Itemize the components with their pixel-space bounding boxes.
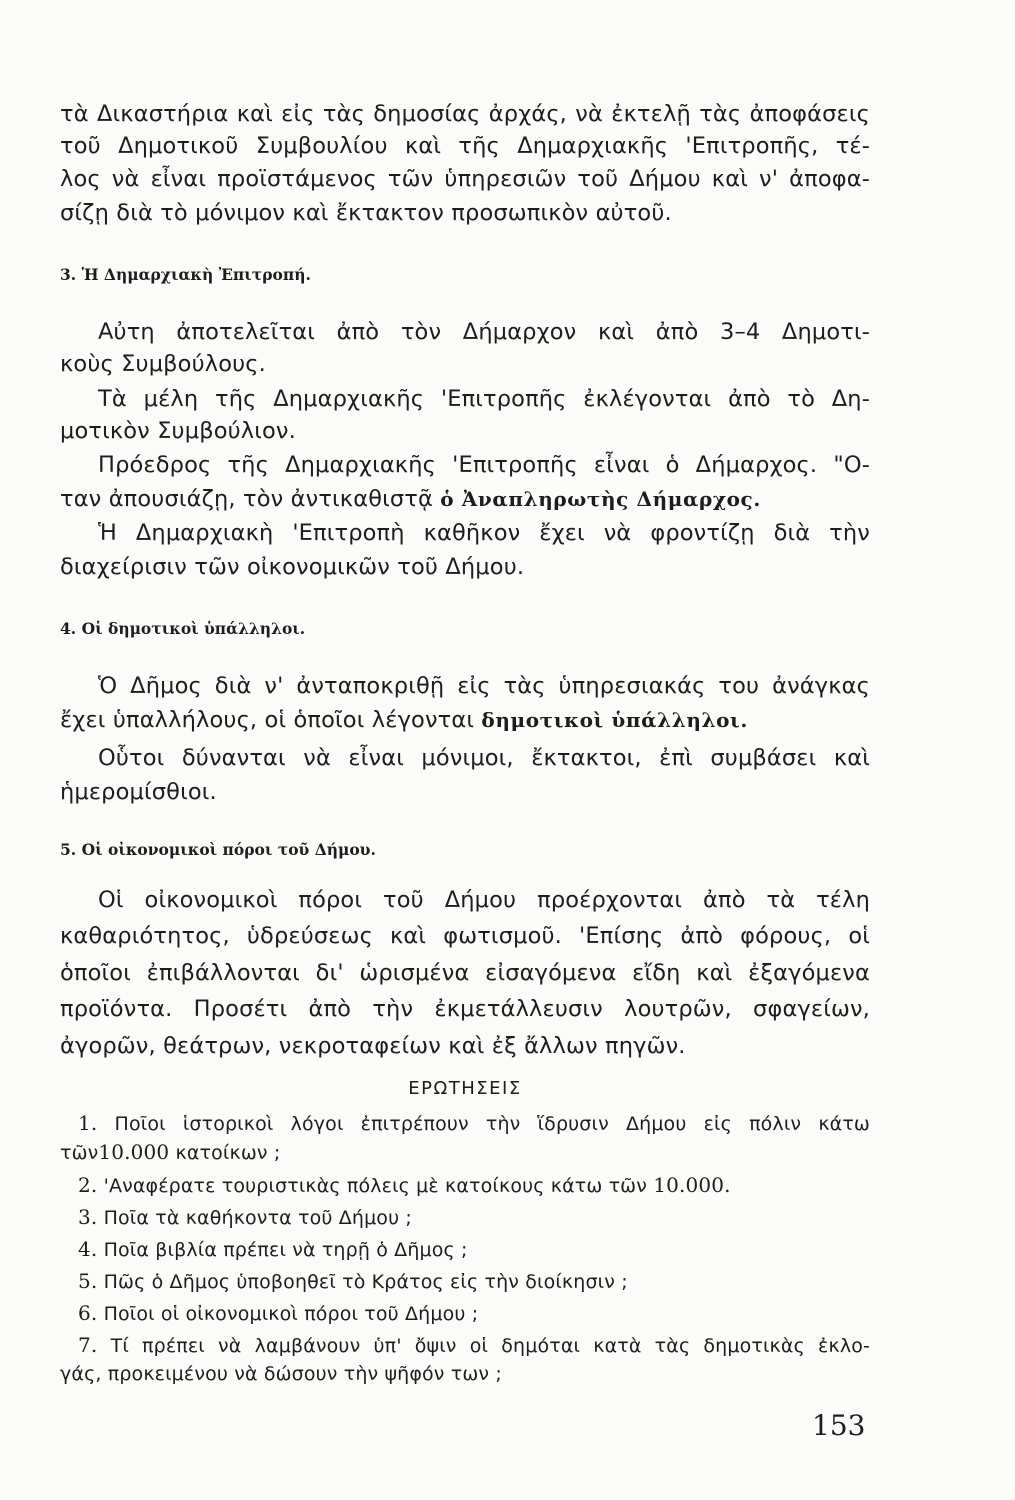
question-2 <box>60 1172 870 1199</box>
question-5 <box>60 1268 870 1295</box>
s5-line-3: ὁποῖοι ἐπιβάλλονται δι' ὡρισμένα εἰσαγόμενα εἴδη καὶ ἐξαγόμενα <box>60 960 870 986</box>
s4-p2-line-2: ἡμερομίσθιοι. <box>60 779 217 805</box>
s3-p1-line-1: Αὐτη ἀποτελεῖται ἀπὸ τὸν Δήμαρχον καὶ ἀπὸ 3–4 Δημοτι- <box>98 319 870 345</box>
s3-p3-line-1: Πρόεδρος τῆς Δημαρχιακῆς 'Επιτροπῆς εἶναι ὁ Δήμαρχος. "Ο- <box>98 452 870 478</box>
s5-line-4: προϊόντα. Προσέτι ἀπὸ τὴν ἐκμετάλλευσιν λουτρῶν, σφαγείων, <box>60 996 870 1022</box>
s4-p1-line-2 <box>60 705 870 735</box>
question-7 <box>60 1332 870 1359</box>
question-3-text: Ποῖα τὰ καθήκοντα τοῦ Δήμου ; <box>103 1207 412 1229</box>
question-1-cont-number: 10.000 <box>98 1140 170 1164</box>
question-1-text: Ποῖοι ἱστορικοὶ λόγοι ἐπιτρέπουν τὴν ἵδρυσιν Δήμου εἰς πόλιν κάτω <box>114 1113 870 1135</box>
s3-p2-line-1: Τὰ μέλη τῆς Δημαρχιακῆς 'Επιτροπῆς ἐκλέγονται ἀπὸ τὸ Δη- <box>98 386 870 412</box>
intro-line-1: τὰ Δικαστήρια καὶ εἰς τὰς δημοσίας ἀρχάς, νὰ ἐκτελῇ τὰς ἀποφάσεις <box>60 101 870 127</box>
s5-line-2: καθαριότητος, ὑδρεύσεως καὶ φωτισμοῦ. 'Επίσης ἀπὸ φόρους, οἱ <box>60 923 870 949</box>
question-1-number: 1. <box>78 1111 98 1135</box>
s3-p4-line-1: Ἡ Δημαρχιακὴ 'Επιτροπὴ καθῆκον ἔχει νὰ φροντίζῃ διὰ τὴν <box>98 520 870 546</box>
intro-line-3: λος νὰ εἶναι προϊστάμενος τῶν ὑπηρεσιῶν τοῦ Δήμου καὶ ν' ἀποφα- <box>60 166 870 192</box>
page-number: 153 <box>812 1409 866 1442</box>
question-5-number: 5. <box>78 1269 98 1293</box>
question-2-text: 'Αναφέρατε τουριστικὰς πόλεις μὲ κατοίκους κάτω τῶν <box>103 1175 648 1197</box>
question-4-text: Ποῖα βιβλία πρέπει νὰ τηρῇ ὁ Δῆμος ; <box>103 1239 468 1261</box>
question-7-number: 7. <box>78 1333 98 1357</box>
municipal-employees-term: δημοτικοὶ ὑπάλληλοι. <box>481 708 748 732</box>
questions-heading: ΕΡΩΤΗΣΕΙΣ <box>408 1078 522 1099</box>
s4-p2-line-1: Οὗτοι δύνανται νὰ εἶναι μόνιμοι, ἔκτακτοι, ἐπὶ συμβάσει καὶ <box>98 745 870 771</box>
question-6 <box>60 1300 870 1327</box>
s3-p1-line-2: κοὺς Συμβούλους. <box>60 351 266 377</box>
intro-line-4: σίζῃ διὰ τὸ μόνιμον καὶ ἔκτακτον προσωπικὸν αὐτοῦ. <box>60 200 672 226</box>
intro-line-2: τοῦ Δημοτικοῦ Συμβουλίου καὶ τῆς Δημαρχιακῆς 'Επιτροπῆς, τέ- <box>60 133 870 159</box>
question-1-cont-a: τῶν <box>60 1142 99 1164</box>
question-1-continued <box>60 1139 870 1166</box>
section-3-heading: 3. Ἡ Δημαρχιακὴ Ἐπιτροπή. <box>60 265 311 284</box>
question-3 <box>60 1204 870 1231</box>
section-4-heading: 4. Οἱ δημοτικοὶ ὑπάλληλοι. <box>60 619 306 638</box>
s3-p3-line-2-text: ταν ἀπουσιάζῃ, τὸν ἀντικαθιστᾷ <box>60 486 433 512</box>
s4-p1-line-2-text: ἔχει ὑπαλλήλους, οἱ ὁποῖοι λέγονται <box>60 707 475 733</box>
question-1-cont-c: κατοίκων ; <box>175 1142 281 1164</box>
question-7-continued: γάς, προκειμένου νὰ δώσουν τὴν ψῆφόν των ; <box>60 1363 502 1385</box>
s3-p3-line-2 <box>60 484 870 514</box>
section-5-heading: 5. Οἱ οἰκονομικοὶ πόροι τοῦ Δήμου. <box>60 840 376 859</box>
question-6-number: 6. <box>78 1301 98 1325</box>
question-3-number: 3. <box>78 1205 98 1229</box>
question-4 <box>60 1236 870 1263</box>
question-2-number-tail: 10.000. <box>653 1173 731 1197</box>
question-2-number: 2. <box>78 1173 98 1197</box>
question-5-text: Πῶς ὁ Δῆμος ὑποβοηθεῖ τὸ Κράτος εἰς τὴν διοίκησιν ; <box>103 1271 628 1293</box>
s3-p4-line-2: διαχείρισιν τῶν οἰκονομικῶν τοῦ Δήμου. <box>60 554 525 580</box>
s3-p2-line-2: μοτικὸν Συμβούλιον. <box>60 418 296 444</box>
question-4-number: 4. <box>78 1237 98 1261</box>
deputy-mayor-term: ὁ Ἀναπληρωτὴς Δήμαρχος. <box>440 487 761 511</box>
s5-line-1: Οἱ οἰκονομικοὶ πόροι τοῦ Δήμου προέρχονται ἀπὸ τὰ τέλη <box>98 887 870 913</box>
question-6-text: Ποῖοι οἱ οἰκονομικοὶ πόροι τοῦ Δήμου ; <box>103 1303 479 1325</box>
s5-line-5: ἀγορῶν, θεάτρων, νεκροταφείων καὶ ἐξ ἄλλων πηγῶν. <box>60 1033 686 1059</box>
question-1 <box>60 1110 870 1137</box>
question-7-text: Τί πρέπει νὰ λαμβάνουν ὑπ' ὄψιν οἱ δημόται κατὰ τὰς δημοτικὰς ἐκλο- <box>110 1335 870 1357</box>
s4-p1-line-1: Ὁ Δῆμος διὰ ν' ἀνταποκριθῇ εἰς τὰς ὑπηρεσιακάς του ἀνάγκας <box>98 673 870 699</box>
